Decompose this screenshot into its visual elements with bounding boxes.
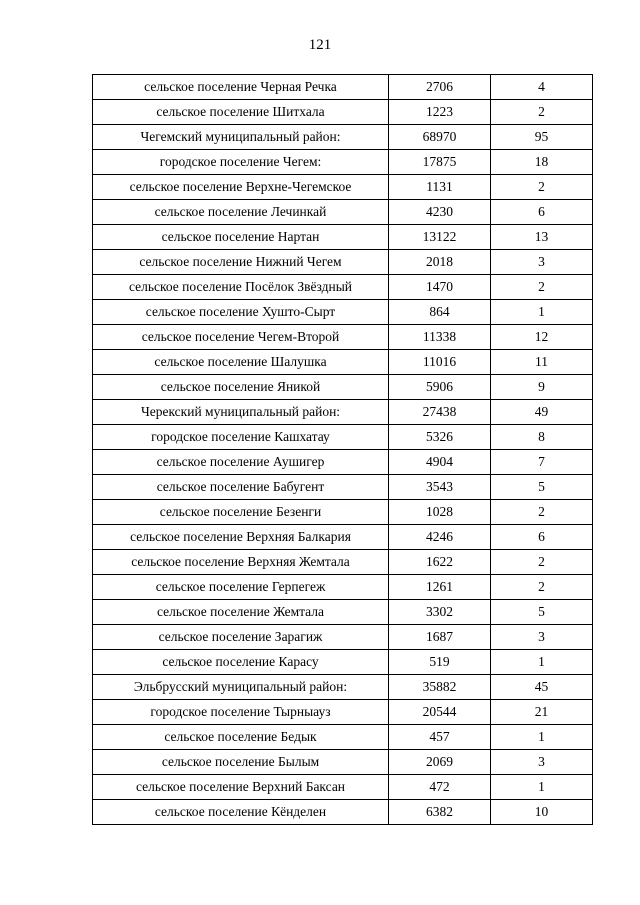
table-row bbox=[93, 250, 593, 275]
settlement-name-cell: городское поселение Кашхатау bbox=[93, 425, 389, 450]
population-cell: 1131 bbox=[389, 175, 491, 200]
population-cell: 3543 bbox=[389, 475, 491, 500]
settlement-name-cell: сельское поселение Верхняя Балкария bbox=[93, 525, 389, 550]
settlement-name-cell: сельское поселение Шалушка bbox=[93, 350, 389, 375]
table-row bbox=[93, 200, 593, 225]
count-cell: 7 bbox=[491, 450, 593, 475]
population-cell: 457 bbox=[389, 725, 491, 750]
table-row bbox=[93, 300, 593, 325]
settlement-name-cell: сельское поселение Аушигер bbox=[93, 450, 389, 475]
settlement-name-cell: сельское поселение Шитхала bbox=[93, 100, 389, 125]
count-cell: 8 bbox=[491, 425, 593, 450]
population-cell: 472 bbox=[389, 775, 491, 800]
table-row bbox=[93, 175, 593, 200]
settlement-name-cell: сельское поселение Верхняя Жемтала bbox=[93, 550, 389, 575]
count-cell: 2 bbox=[491, 575, 593, 600]
population-cell: 27438 bbox=[389, 400, 491, 425]
table-row bbox=[93, 525, 593, 550]
count-cell: 18 bbox=[491, 150, 593, 175]
settlement-name-cell: сельское поселение Герпегеж bbox=[93, 575, 389, 600]
settlement-name-cell: сельское поселение Верхний Баксан bbox=[93, 775, 389, 800]
table-row bbox=[93, 550, 593, 575]
settlement-name-cell: городское поселение Тырныауз bbox=[93, 700, 389, 725]
count-cell: 21 bbox=[491, 700, 593, 725]
count-cell: 3 bbox=[491, 625, 593, 650]
settlement-name-cell: сельское поселение Хушто-Сырт bbox=[93, 300, 389, 325]
settlement-name-cell: сельское поселение Безенги bbox=[93, 500, 389, 525]
count-cell: 5 bbox=[491, 475, 593, 500]
population-cell: 519 bbox=[389, 650, 491, 675]
population-cell: 68970 bbox=[389, 125, 491, 150]
count-cell: 2 bbox=[491, 550, 593, 575]
data-table bbox=[92, 74, 593, 825]
population-cell: 1223 bbox=[389, 100, 491, 125]
table-row bbox=[93, 325, 593, 350]
count-cell: 11 bbox=[491, 350, 593, 375]
table-row bbox=[93, 225, 593, 250]
count-cell: 95 bbox=[491, 125, 593, 150]
count-cell: 1 bbox=[491, 650, 593, 675]
table-row bbox=[93, 350, 593, 375]
count-cell: 1 bbox=[491, 725, 593, 750]
table-row bbox=[93, 725, 593, 750]
population-cell: 5326 bbox=[389, 425, 491, 450]
count-cell: 10 bbox=[491, 800, 593, 825]
population-cell: 1470 bbox=[389, 275, 491, 300]
table-row bbox=[93, 750, 593, 775]
count-cell: 45 bbox=[491, 675, 593, 700]
count-cell: 6 bbox=[491, 525, 593, 550]
population-cell: 11338 bbox=[389, 325, 491, 350]
table-row bbox=[93, 375, 593, 400]
count-cell: 6 bbox=[491, 200, 593, 225]
settlement-name-cell: сельское поселение Карасу bbox=[93, 650, 389, 675]
count-cell: 2 bbox=[491, 175, 593, 200]
settlement-name-cell: сельское поселение Нартан bbox=[93, 225, 389, 250]
table-row bbox=[93, 600, 593, 625]
population-cell: 13122 bbox=[389, 225, 491, 250]
population-cell: 1622 bbox=[389, 550, 491, 575]
table-row bbox=[93, 675, 593, 700]
count-cell: 3 bbox=[491, 250, 593, 275]
population-cell: 2018 bbox=[389, 250, 491, 275]
table-row bbox=[93, 575, 593, 600]
population-cell: 1687 bbox=[389, 625, 491, 650]
table-row bbox=[93, 625, 593, 650]
population-cell: 4904 bbox=[389, 450, 491, 475]
count-cell: 13 bbox=[491, 225, 593, 250]
population-cell: 3302 bbox=[389, 600, 491, 625]
settlement-name-cell: городское поселение Чегем: bbox=[93, 150, 389, 175]
count-cell: 1 bbox=[491, 775, 593, 800]
settlement-name-cell: сельское поселение Верхне-Чегемское bbox=[93, 175, 389, 200]
table-row bbox=[93, 425, 593, 450]
settlement-name-cell: сельское поселение Нижний Чегем bbox=[93, 250, 389, 275]
settlement-name-cell: Чегемский муниципальный район: bbox=[93, 125, 389, 150]
settlement-name-cell: сельское поселение Жемтала bbox=[93, 600, 389, 625]
population-cell: 20544 bbox=[389, 700, 491, 725]
table-row bbox=[93, 450, 593, 475]
settlement-name-cell: сельское поселение Былым bbox=[93, 750, 389, 775]
count-cell: 12 bbox=[491, 325, 593, 350]
table-row bbox=[93, 75, 593, 100]
table-row bbox=[93, 775, 593, 800]
population-cell: 35882 bbox=[389, 675, 491, 700]
table-row bbox=[93, 475, 593, 500]
count-cell: 49 bbox=[491, 400, 593, 425]
table-body bbox=[93, 75, 593, 825]
table-row bbox=[93, 125, 593, 150]
population-cell: 864 bbox=[389, 300, 491, 325]
settlement-name-cell: сельское поселение Черная Речка bbox=[93, 75, 389, 100]
table-row bbox=[93, 700, 593, 725]
settlement-name-cell: сельское поселение Бабугент bbox=[93, 475, 389, 500]
population-cell: 5906 bbox=[389, 375, 491, 400]
settlement-name-cell: сельское поселение Бедык bbox=[93, 725, 389, 750]
settlement-name-cell: сельское поселение Кёнделен bbox=[93, 800, 389, 825]
count-cell: 2 bbox=[491, 100, 593, 125]
count-cell: 2 bbox=[491, 500, 593, 525]
table-row bbox=[93, 800, 593, 825]
settlement-name-cell: сельское поселение Зарагиж bbox=[93, 625, 389, 650]
population-cell: 11016 bbox=[389, 350, 491, 375]
population-cell: 4230 bbox=[389, 200, 491, 225]
population-cell: 4246 bbox=[389, 525, 491, 550]
table-row bbox=[93, 400, 593, 425]
settlement-name-cell: сельское поселение Лечинкай bbox=[93, 200, 389, 225]
population-cell: 1261 bbox=[389, 575, 491, 600]
population-cell: 6382 bbox=[389, 800, 491, 825]
population-cell: 2069 bbox=[389, 750, 491, 775]
table-row bbox=[93, 150, 593, 175]
count-cell: 3 bbox=[491, 750, 593, 775]
table-row bbox=[93, 650, 593, 675]
settlement-name-cell: сельское поселение Яникой bbox=[93, 375, 389, 400]
count-cell: 2 bbox=[491, 275, 593, 300]
count-cell: 4 bbox=[491, 75, 593, 100]
settlement-name-cell: сельское поселение Чегем-Второй bbox=[93, 325, 389, 350]
table-row bbox=[93, 275, 593, 300]
population-cell: 2706 bbox=[389, 75, 491, 100]
table-row bbox=[93, 500, 593, 525]
population-cell: 1028 bbox=[389, 500, 491, 525]
count-cell: 9 bbox=[491, 375, 593, 400]
count-cell: 5 bbox=[491, 600, 593, 625]
table-row bbox=[93, 100, 593, 125]
settlement-name-cell: Черекский муниципальный район: bbox=[93, 400, 389, 425]
settlement-name-cell: сельское поселение Посёлок Звёздный bbox=[93, 275, 389, 300]
population-cell: 17875 bbox=[389, 150, 491, 175]
count-cell: 1 bbox=[491, 300, 593, 325]
settlement-name-cell: Эльбрусский муниципальный район: bbox=[93, 675, 389, 700]
page-number: 121 bbox=[308, 37, 332, 53]
